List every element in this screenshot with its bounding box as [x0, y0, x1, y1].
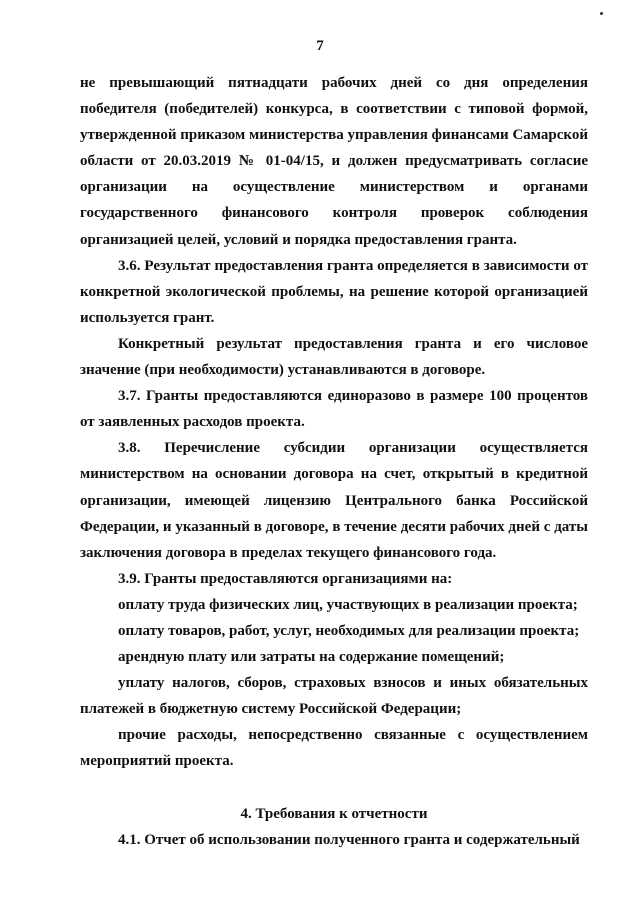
paragraph-continuation: не превышающий пятнадцати рабочих дней со дня определения победителя (победителей) конкурса, в соответствии с типовой формой, утвержденной приказом министерства управления финансами Самарской области от 20.03.2019 № 01-04/15, и должен предусматривать согласие организации на осуществление министерством и органами государственного финансового контроля проверок соблюдения организацией целей, условий и порядка предоставления гранта.: [80, 75, 588, 248]
paragraph-result: Конкретный результат предоставления гранта и его числовое значение (при необходимости) устанавливаются в договоре.: [80, 335, 588, 379]
paragraph-3-9: 3.9. Гранты предоставляются организациями на:: [118, 570, 453, 587]
document-body: [80, 70, 588, 853]
page-number: 7: [316, 38, 324, 54]
paragraph-3-8: 3.8. Перечисление субсидии организации осуществляется министерством на основании договора на счет, открытый в кредитной организации, имеющей лицензию Центрального банка Российской Федерации, и указанный в договоре, в течение десяти рабочих дней с даты заключения договора в пределах текущего финансового года.: [80, 440, 588, 561]
section-heading: 4. Требования к отчетности: [240, 805, 428, 822]
list-item-rent: арендную плату или затраты на содержание помещений;: [118, 649, 505, 666]
paragraph-4-1: 4.1. Отчет об использовании полученного гранта и содержательный: [118, 831, 580, 848]
list-item-goods: оплату товаров, работ, услуг, необходимых для реализации проекта;: [118, 622, 580, 639]
scan-dot: [600, 12, 603, 15]
list-item-labor: оплату труда физических лиц, участвующих в реализации проекта;: [118, 596, 578, 613]
list-item-other: прочие расходы, непосредственно связанные с осуществлением мероприятий проекта.: [80, 727, 588, 770]
paragraph-3-7: 3.7. Гранты предоставляются единоразово в размере 100 процентов от заявленных расходов проекта.: [80, 388, 588, 431]
paragraph-3-6: 3.6. Результат предоставления гранта определяется в зависимости от конкретной экологической проблемы, на решение которой организацией используется грант.: [80, 257, 588, 326]
list-item-taxes: уплату налогов, сборов, страховых взносов и иных обязательных платежей в бюджетную систему Российской Федерации;: [80, 675, 588, 718]
